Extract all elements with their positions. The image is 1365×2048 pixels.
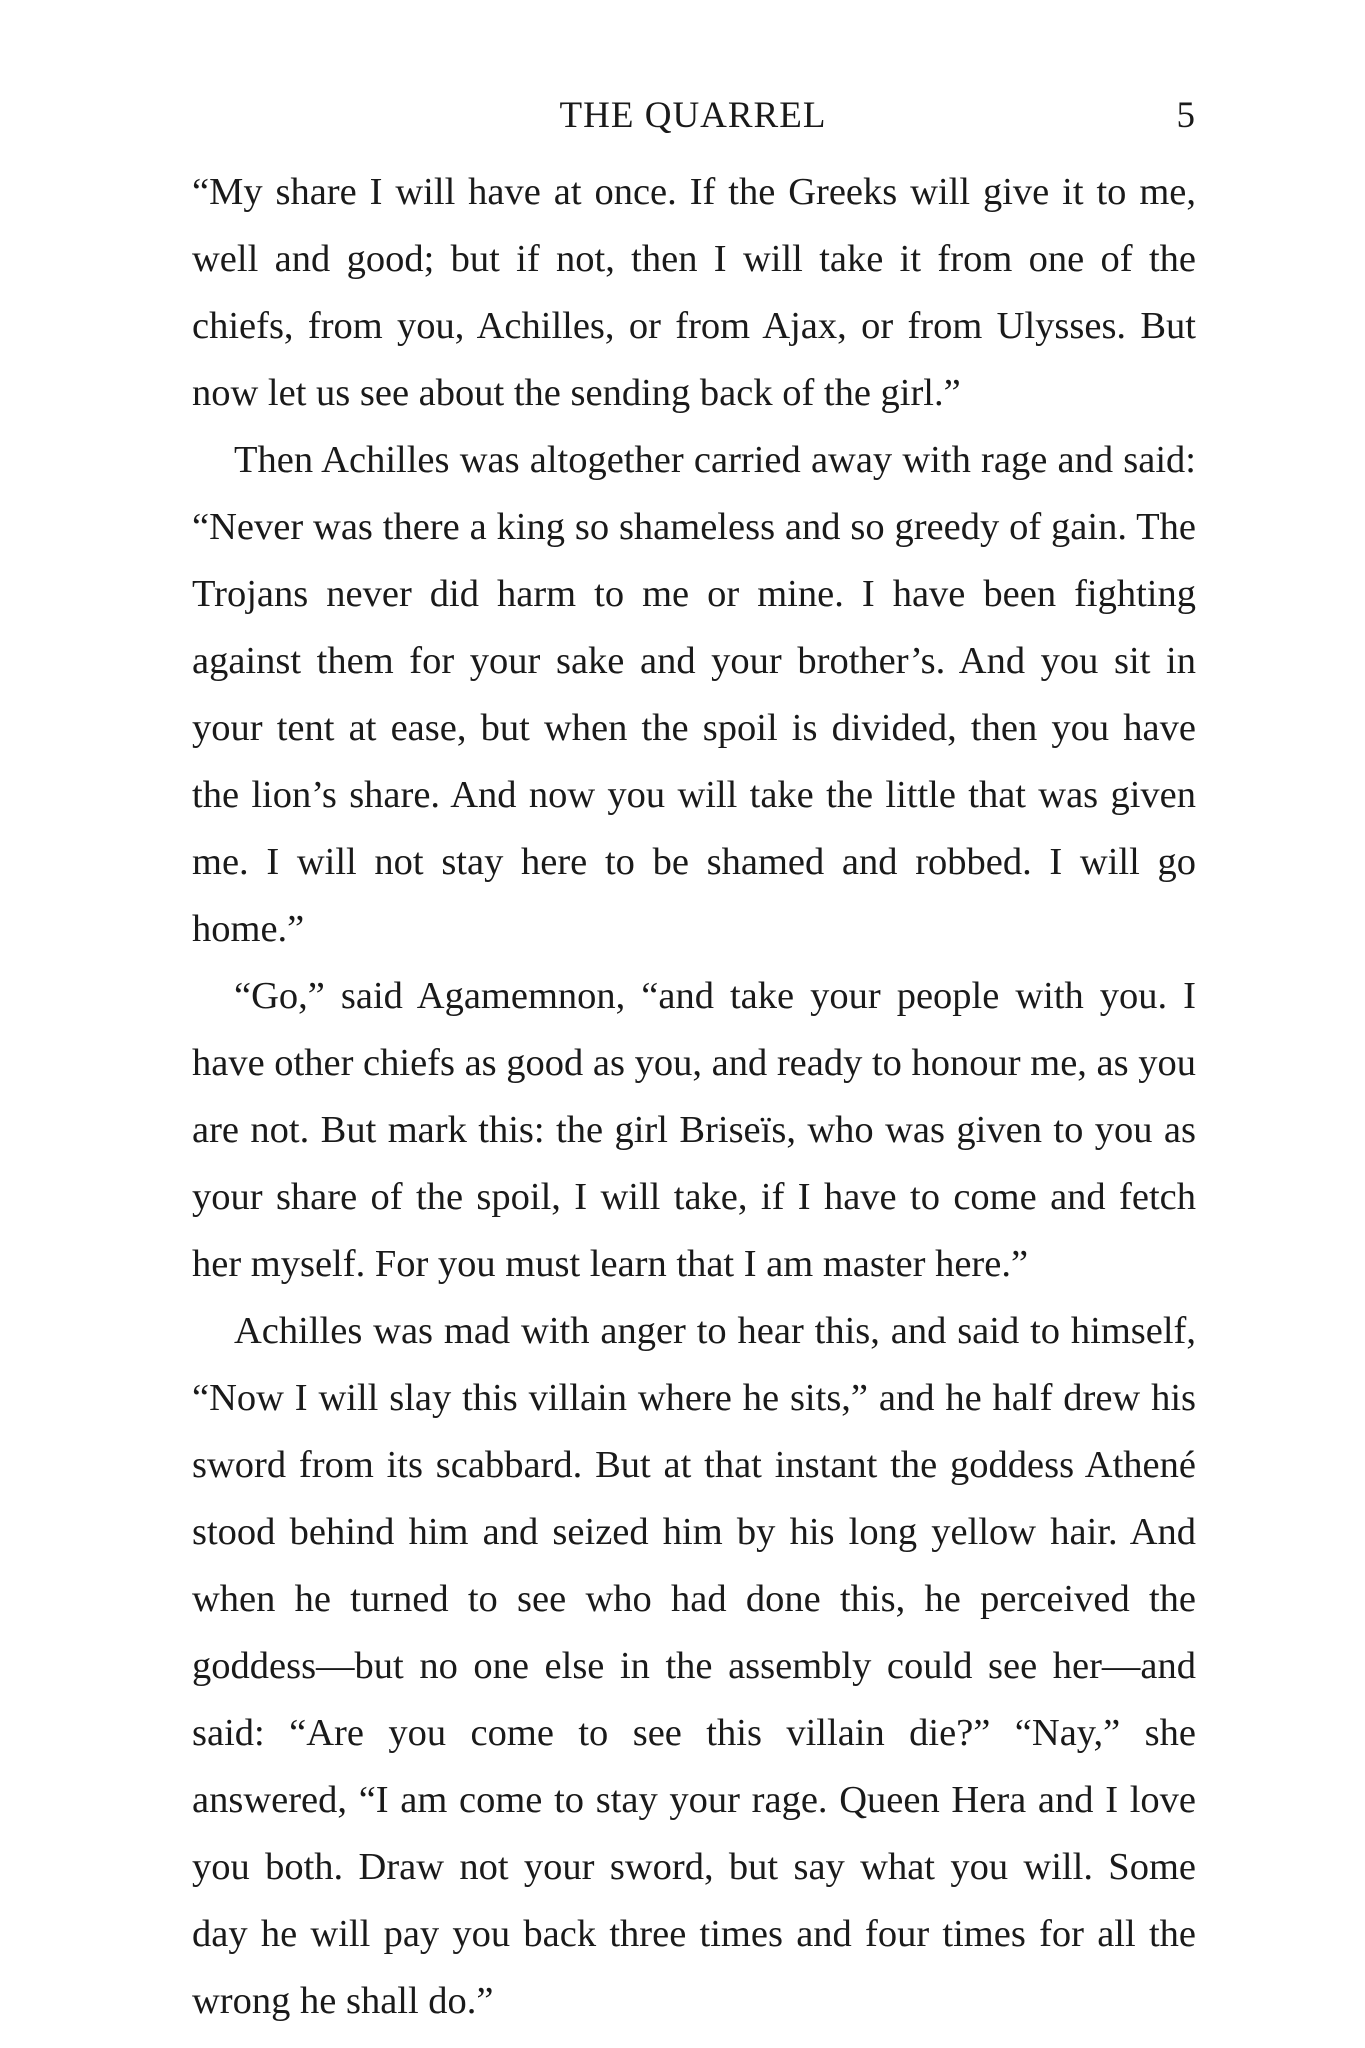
paragraph-1: “My share I will have at once. If the Greeks will give it to me, well and good; but if not, then I will take it from one of the chiefs, from you, Achilles, or from Ajax, or from Ulysses. But now let us see about the sending back of the girl.” [192, 171, 1196, 414]
paragraph-2: Then Achilles was altogether carried away with rage and said: “Never was there a king so shameless and so greedy of gain. The Trojans never did harm to me or mine. I have been fighting against them for your sake and your brother’s. And you sit in your tent at ease, but when the spoil is divided, then you have the lion’s share. And now you will take the little that was given me. I will not stay here to be shamed and robbed. I will go home.” [192, 439, 1196, 950]
running-head [190, 94, 1196, 142]
paragraph-3: “Go,” said Agamemnon, “and take your people with you. I have other chiefs as good as you, and ready to honour me, as you are not. But mark this: the girl Briseïs, who was given to you as your share of the spoil, I will take, if I have to come and fetch her myself. For you must learn that I am master here.” [192, 975, 1196, 1285]
body-text [192, 159, 1196, 2035]
page-number: 5 [1176, 95, 1196, 136]
paragraph-4: Achilles was mad with anger to hear this, and said to himself, “Now I will slay this villain where he sits,” and he half drew his sword from its scabbard. But at that instant the goddess Athené stood behind him and seized him by his long yellow hair. And when he turned to see who had done this, he perceived the goddess—but no one else in the assembly could see her—and said: “Are you come to see this villain die?” “Nay,” she answered, “I am come to stay your rage. Queen Hera and I love you both. Draw not your sword, but say what you will. Some day he will pay you back three times and four times for all the wrong he shall do.” [192, 1310, 1196, 2022]
running-title: THE QUARREL [559, 95, 827, 136]
